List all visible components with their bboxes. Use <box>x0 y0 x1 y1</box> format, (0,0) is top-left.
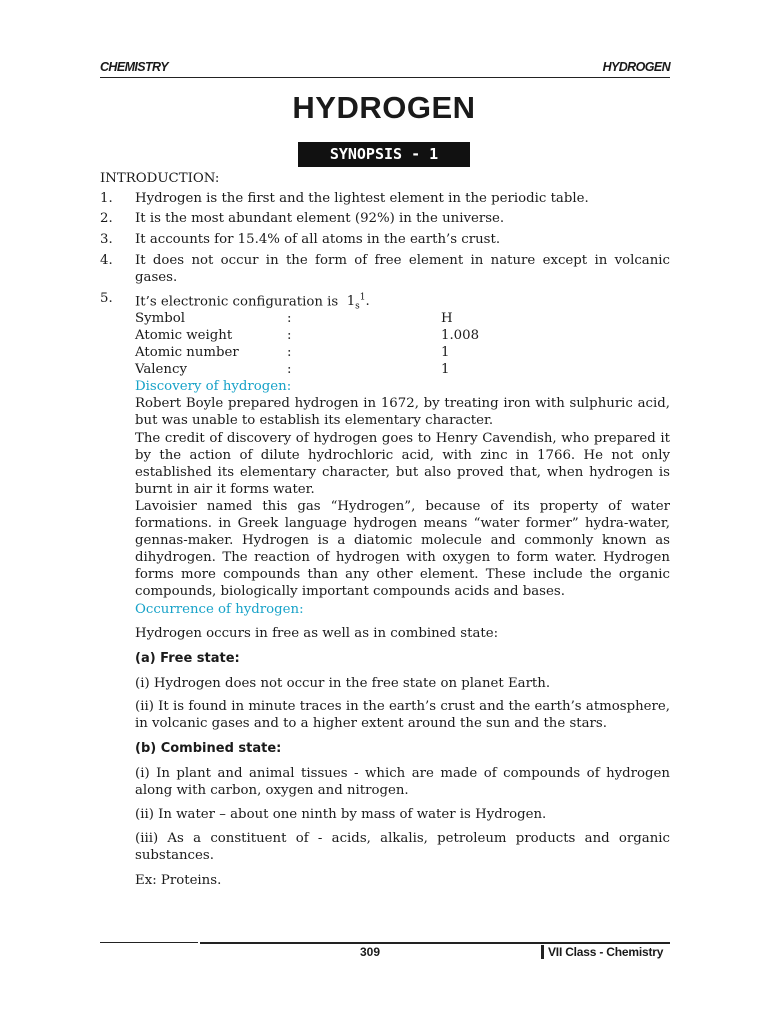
combined-state-item: (i) In plant and animal tissues - which are made of compounds of hydrogen along with carbon, oxygen and nitrogen. <box>135 766 670 798</box>
property-value: 1 <box>441 362 450 377</box>
page-title: HYDROGEN <box>292 90 476 125</box>
intro-heading: INTRODUCTION: <box>100 171 220 186</box>
property-name: Symbol <box>135 311 185 326</box>
combined-state-item: (iii) As a constituent of - acids, alkalis, petroleum products and organic substances. <box>135 831 670 863</box>
combined-state-item: Ex: Proteins. <box>135 873 222 888</box>
property-sep: : <box>287 328 292 343</box>
property-value: H <box>441 311 453 326</box>
header-chapter: HYDROGEN <box>602 60 670 74</box>
page-number: 309 <box>359 945 381 959</box>
occurrence-intro: Hydrogen occurs in free as well as in combined state: <box>135 626 499 641</box>
intro-item: Hydrogen is the first and the lightest element in the periodic table. <box>135 191 589 206</box>
property-value: 1.008 <box>441 328 480 343</box>
footer-rule-left <box>100 942 198 943</box>
combined-state-heading: (b) Combined state: <box>135 741 282 756</box>
footer-divider <box>541 945 544 959</box>
property-sep: : <box>287 345 292 360</box>
property-sep: : <box>287 362 292 377</box>
occurrence-heading: Occurrence of hydrogen: <box>135 602 304 617</box>
discovery-paragraph: The credit of discovery of hydrogen goes to Henry Cavendish, who prepared it by the action of dilute hydrochloric acid, with zinc in 1766. He not only established its elementary character, but also proved that, when hydrogen is burnt in air it forms water. <box>135 431 670 497</box>
intro-num: 2. <box>100 211 113 226</box>
intro-num: 5. <box>100 291 113 306</box>
property-name: Atomic number <box>135 345 239 360</box>
property-name: Atomic weight <box>135 328 233 343</box>
running-header <box>100 60 670 78</box>
free-state-item: (i) Hydrogen does not occur in the free state on planet Earth. <box>135 676 551 691</box>
intro-num: 1. <box>100 191 113 206</box>
property-sep: : <box>287 311 292 326</box>
intro-item: It accounts for 15.4% of all atoms in the earth’s crust. <box>135 232 501 247</box>
header-subject: CHEMISTRY <box>100 60 168 74</box>
intro-num: 4. <box>100 253 113 268</box>
free-state-heading: (a) Free state: <box>135 651 240 666</box>
property-value: 1 <box>441 345 450 360</box>
discovery-heading: Discovery of hydrogen: <box>135 379 292 394</box>
electron-config: $1_s^1$. <box>346 293 370 313</box>
property-name: Valency <box>135 362 187 377</box>
header-rule <box>100 77 670 78</box>
intro-item: It does not occur in the form of free element in nature except in volcanic gases. <box>135 253 670 285</box>
footer-class-label: VII Class - Chemistry <box>548 945 664 959</box>
synopsis-badge: SYNOPSIS - 1 <box>298 142 470 167</box>
combined-state-item: (ii) In water – about one ninth by mass of water is Hydrogen. <box>135 807 547 822</box>
footer-rule-right <box>200 942 670 944</box>
free-state-item: (ii) It is found in minute traces in the earth’s crust and the earth’s atmosphere, in volcanic gases and to a higher extent around the sun and the stars. <box>135 699 670 731</box>
discovery-paragraph: Lavoisier named this gas “Hydrogen”, because of its property of water formations. in Greek language hydrogen means “water former” hydra-water, gennas-maker. Hydrogen is a diatomic molecule and commonly known as dihydrogen. The reaction of hydrogen with oxygen to form water. Hydrogen forms more compounds than any other element. These include the organic compounds, biologically important compounds acids and bases. <box>135 499 670 599</box>
intro-item: It is the most abundant element (92%) in the universe. <box>135 211 505 226</box>
config-label: It’s electronic configuration is <box>135 294 339 310</box>
intro-num: 3. <box>100 232 113 247</box>
discovery-paragraph: Robert Boyle prepared hydrogen in 1672, by treating iron with sulphuric acid, but was unable to establish its elementary character. <box>135 396 670 428</box>
